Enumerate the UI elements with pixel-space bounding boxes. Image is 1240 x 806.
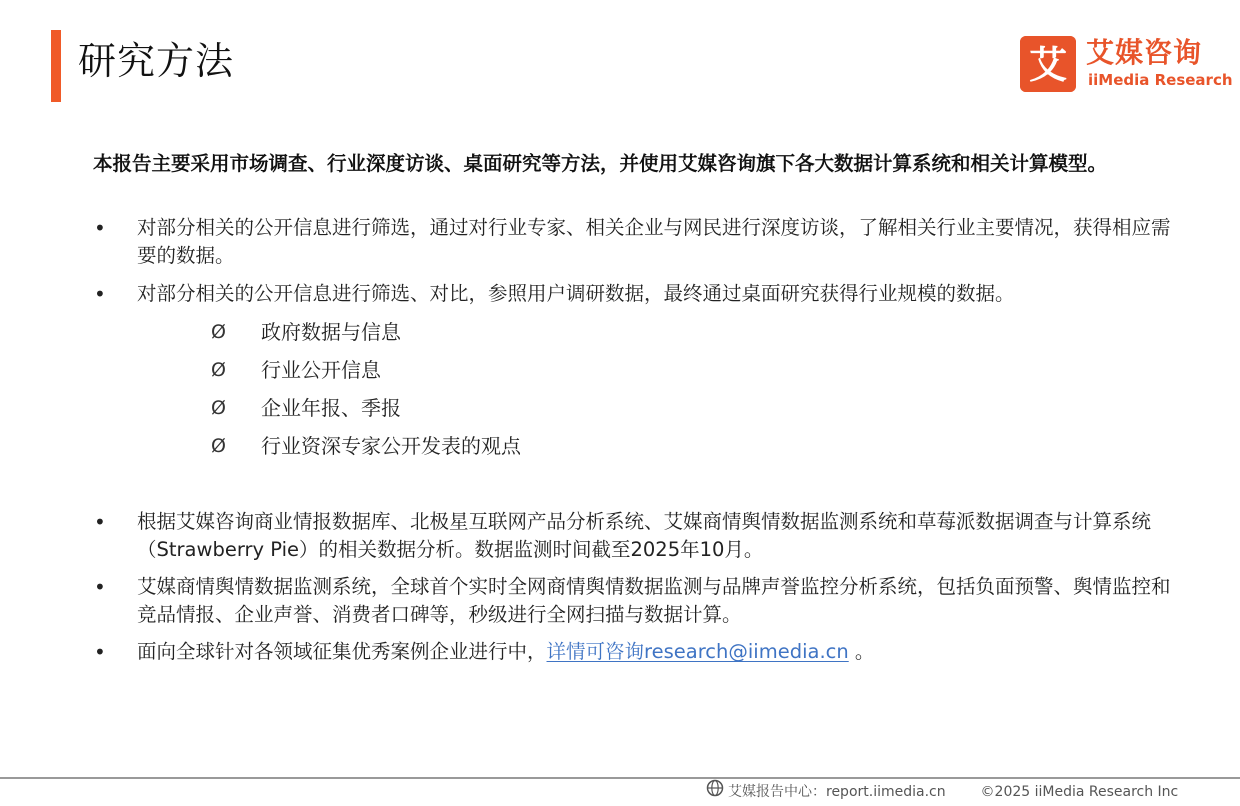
- bullet-text-suffix: 。: [848, 640, 875, 663]
- bullet-marker: •: [94, 575, 106, 599]
- title-accent-bar: [51, 30, 61, 102]
- bullet-marker: •: [94, 282, 106, 306]
- logo-english-name: iiMedia Research: [1088, 71, 1233, 89]
- bullet-text: 根据艾媒咨询商业情报数据库、北极星互联网产品分析系统、艾媒商情舆情数据监测系统和草莓派数据调查与计算系统（Strawberry Pie）的相关数据分析。数据监测时间截至2025年10月。: [137, 510, 1152, 561]
- bullet-text-with-link: [137, 638, 1177, 666]
- bullet-text-prefix: 面向全球针对各领域征集优秀案例企业进行中，: [137, 640, 547, 663]
- iimedia-logo: [1020, 36, 1233, 92]
- sub-item-marker: Ø: [211, 397, 226, 419]
- sub-item-text: 政府数据与信息: [261, 320, 401, 344]
- sub-item-text: 行业公开信息: [261, 358, 381, 382]
- bullet-marker: •: [94, 510, 106, 534]
- bullet-marker: •: [94, 640, 106, 664]
- footer-report-center[interactable]: 艾媒报告中心：report.iimedia.cn: [728, 784, 946, 800]
- globe-icon: [706, 779, 724, 805]
- logo-chinese-name: 艾媒咨询: [1086, 36, 1203, 69]
- sub-item-marker: Ø: [211, 321, 226, 343]
- footer: [706, 779, 1226, 803]
- contact-email-link[interactable]: 详情可咨询research@iimedia.cn: [546, 640, 849, 663]
- sub-item-text: 企业年报、季报: [261, 396, 401, 420]
- intro-paragraph: 本报告主要采用市场调查、行业深度访谈、桌面研究等方法，并使用艾媒咨询旗下各大数据计算系统和相关计算模型。: [93, 152, 1108, 175]
- bullet-text: 对部分相关的公开信息进行筛选，通过对行业专家、相关企业与网民进行深度访谈，了解相关行业主要情况，获得相应需要的数据。: [137, 216, 1171, 267]
- sub-item-marker: Ø: [211, 435, 226, 457]
- sub-item-marker: Ø: [211, 359, 226, 381]
- logo-mark-glyph: 艾: [1028, 43, 1068, 87]
- footer-copyright: ©2025 iiMedia Research Inc: [980, 784, 1179, 800]
- logo-mark-icon: [1020, 36, 1076, 92]
- bullet-text: 艾媒商情舆情数据监测系统，全球首个实时全网商情舆情数据监测与品牌声誉监控分析系统，包括负面预警、舆情监控和竞品情报、企业声誉、消费者口碑等，秒级进行全网扫描与数据计算。: [137, 575, 1171, 626]
- sub-item-text: 行业资深专家公开发表的观点: [261, 434, 521, 458]
- bullet-text: 对部分相关的公开信息进行筛选、对比，参照用户调研数据，最终通过桌面研究获得行业规模的数据。: [137, 282, 1015, 305]
- page-title: 研究方法: [78, 39, 235, 83]
- bullet-marker: •: [94, 216, 106, 240]
